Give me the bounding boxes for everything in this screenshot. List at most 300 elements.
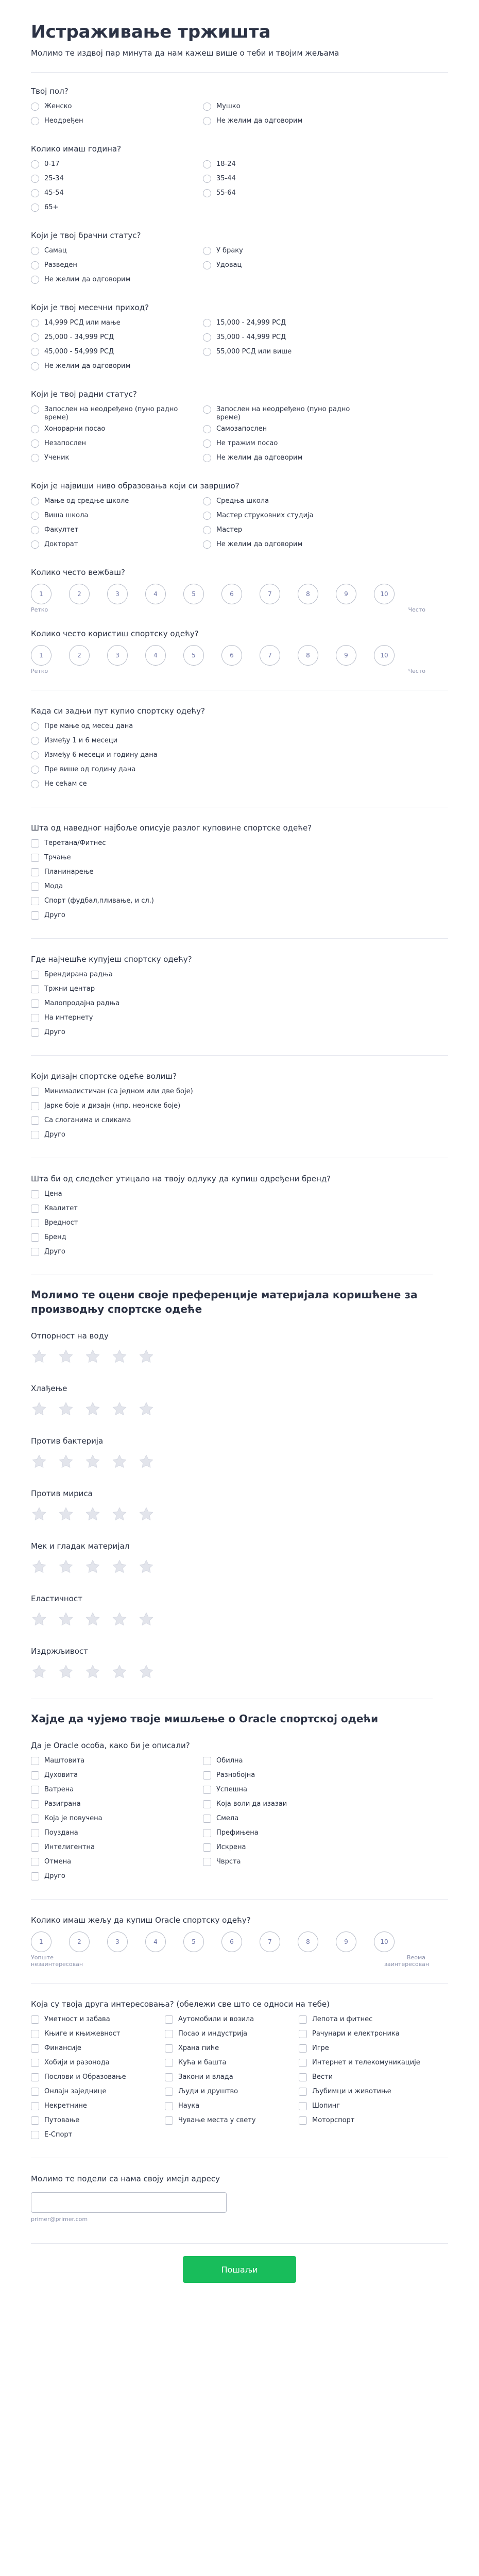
radio-input[interactable] bbox=[31, 526, 39, 534]
option-label: Мода bbox=[44, 883, 63, 890]
checkbox-option[interactable] bbox=[31, 1088, 247, 1099]
option-label: 35-44 bbox=[216, 175, 236, 182]
checkbox-input[interactable] bbox=[31, 971, 39, 979]
radio-input[interactable] bbox=[203, 247, 211, 255]
radio-input[interactable] bbox=[203, 319, 211, 327]
checkbox-input[interactable] bbox=[31, 1014, 39, 1022]
radio-option[interactable] bbox=[203, 103, 361, 114]
scale-option[interactable]: 4 bbox=[145, 1931, 166, 1952]
scale-option[interactable]: 3 bbox=[107, 645, 128, 666]
radio-input[interactable] bbox=[31, 160, 39, 168]
checkbox-option[interactable] bbox=[31, 1131, 247, 1142]
checkbox-option[interactable] bbox=[165, 2044, 288, 2056]
checkbox-option[interactable] bbox=[31, 854, 247, 865]
checkbox-option[interactable] bbox=[31, 1786, 189, 1797]
scale-option[interactable]: 5 bbox=[183, 584, 204, 604]
checkbox-option[interactable] bbox=[203, 1786, 361, 1797]
star-icon[interactable] bbox=[31, 1558, 47, 1575]
checkbox-input[interactable] bbox=[31, 1131, 39, 1139]
radio-input[interactable] bbox=[31, 425, 39, 433]
option-label: Успешна bbox=[216, 1786, 247, 1793]
checkbox-input[interactable] bbox=[31, 2073, 39, 2081]
checkbox-option[interactable] bbox=[31, 911, 247, 923]
scale-option[interactable]: 1 bbox=[31, 645, 52, 666]
checkbox-option[interactable] bbox=[31, 1190, 247, 1201]
radio-option[interactable] bbox=[203, 261, 361, 273]
checkbox-option[interactable] bbox=[299, 2030, 422, 2041]
radio-option[interactable] bbox=[31, 362, 189, 374]
radio-input[interactable] bbox=[203, 512, 211, 520]
star-icon[interactable] bbox=[111, 1401, 128, 1417]
star-icon[interactable] bbox=[84, 1348, 101, 1365]
radio-input[interactable] bbox=[31, 204, 39, 212]
checkbox-option[interactable] bbox=[31, 2102, 155, 2113]
radio-option[interactable] bbox=[31, 439, 189, 451]
radio-input[interactable] bbox=[203, 333, 211, 342]
star-icon[interactable] bbox=[138, 1558, 155, 1575]
radio-input[interactable] bbox=[31, 333, 39, 342]
submit-button[interactable]: Пошаљи bbox=[183, 2256, 296, 2283]
checkbox-input[interactable] bbox=[31, 2044, 39, 2053]
star-icon[interactable] bbox=[84, 1664, 101, 1680]
radio-input[interactable] bbox=[203, 425, 211, 433]
checkbox-option[interactable] bbox=[31, 897, 247, 908]
checkbox-input[interactable] bbox=[31, 1233, 39, 1242]
radio-input[interactable] bbox=[31, 454, 39, 462]
checkbox-input[interactable] bbox=[31, 1843, 39, 1852]
checkbox-input[interactable] bbox=[165, 2073, 173, 2081]
radio-input[interactable] bbox=[31, 117, 39, 125]
scale-option[interactable]: 10 bbox=[374, 584, 395, 604]
scale-option[interactable]: 6 bbox=[221, 645, 242, 666]
checkbox-input[interactable] bbox=[203, 1829, 211, 1837]
checkbox-option[interactable] bbox=[31, 1102, 247, 1113]
radio-option[interactable] bbox=[203, 497, 361, 509]
checkbox-input[interactable] bbox=[299, 2044, 307, 2053]
radio-option[interactable] bbox=[31, 117, 189, 128]
radio-option[interactable] bbox=[31, 454, 189, 465]
checkbox-input[interactable] bbox=[31, 2131, 39, 2139]
checkbox-option[interactable] bbox=[31, 1014, 247, 1025]
checkbox-option[interactable] bbox=[203, 1757, 361, 1768]
option-label: Поуздана bbox=[44, 1829, 78, 1837]
radio-option[interactable] bbox=[31, 780, 247, 791]
checkbox-input[interactable] bbox=[31, 2015, 39, 2024]
radio-option[interactable] bbox=[31, 333, 189, 345]
option-label: Онлајн заједнице bbox=[44, 2088, 107, 2095]
scale-option[interactable]: 8 bbox=[298, 1931, 318, 1952]
checkbox-option[interactable] bbox=[31, 1757, 189, 1768]
scale-option[interactable]: 7 bbox=[260, 1931, 280, 1952]
radio-option[interactable] bbox=[31, 512, 189, 523]
radio-option[interactable] bbox=[203, 117, 361, 128]
scale-option[interactable]: 10 bbox=[374, 645, 395, 666]
radio-input[interactable] bbox=[203, 348, 211, 356]
radio-option[interactable] bbox=[203, 189, 361, 200]
radio-option[interactable] bbox=[203, 175, 361, 186]
scale-option[interactable]: 7 bbox=[260, 584, 280, 604]
checkbox-option[interactable] bbox=[299, 2044, 422, 2056]
checkbox-input[interactable] bbox=[165, 2059, 173, 2067]
radio-input[interactable] bbox=[31, 175, 39, 183]
radio-input[interactable] bbox=[203, 497, 211, 505]
star-icon[interactable] bbox=[111, 1558, 128, 1575]
checkbox-option[interactable] bbox=[299, 2088, 422, 2099]
checkbox-option[interactable] bbox=[31, 2088, 155, 2099]
option-label: Чврста bbox=[216, 1858, 241, 1866]
checkbox-input[interactable] bbox=[31, 1116, 39, 1125]
option-label: Књиге и књижевност bbox=[44, 2030, 121, 2038]
option-label: Друго bbox=[44, 911, 65, 919]
checkbox-input[interactable] bbox=[31, 883, 39, 891]
checkbox-input[interactable] bbox=[31, 2116, 39, 2125]
star-icon[interactable] bbox=[58, 1664, 74, 1680]
checkbox-option[interactable] bbox=[203, 1815, 361, 1826]
radio-option[interactable] bbox=[31, 540, 189, 552]
checkbox-option[interactable] bbox=[203, 1829, 361, 1840]
scale-option[interactable]: 8 bbox=[298, 645, 318, 666]
radio-option[interactable] bbox=[31, 189, 189, 200]
radio-input[interactable] bbox=[203, 526, 211, 534]
radio-option[interactable] bbox=[31, 425, 189, 436]
checkbox-option[interactable] bbox=[31, 1771, 189, 1783]
radio-option[interactable] bbox=[31, 751, 247, 762]
star-icon[interactable] bbox=[84, 1558, 101, 1575]
checkbox-option[interactable] bbox=[31, 839, 247, 851]
checkbox-input[interactable] bbox=[299, 2030, 307, 2038]
checkbox-option[interactable] bbox=[31, 999, 247, 1011]
option-label: 35,000 - 44,999 РСД bbox=[216, 333, 286, 341]
scale-option[interactable]: 5 bbox=[183, 1931, 204, 1952]
radio-input[interactable] bbox=[31, 103, 39, 111]
radio-option[interactable] bbox=[31, 175, 189, 186]
radio-option[interactable] bbox=[31, 160, 189, 172]
radio-option[interactable] bbox=[203, 540, 361, 552]
scale-option[interactable]: 2 bbox=[69, 645, 90, 666]
checkbox-input[interactable] bbox=[31, 897, 39, 905]
checkbox-option[interactable] bbox=[31, 2030, 155, 2041]
star-rating bbox=[31, 1558, 448, 1575]
checkbox-option[interactable] bbox=[165, 2059, 288, 2070]
radio-input[interactable] bbox=[203, 540, 211, 549]
radio-input[interactable] bbox=[31, 362, 39, 370]
radio-option[interactable] bbox=[31, 247, 189, 258]
radio-input[interactable] bbox=[31, 348, 39, 356]
radio-input[interactable] bbox=[31, 780, 39, 788]
checkbox-option[interactable] bbox=[203, 1771, 361, 1783]
checkbox-option[interactable] bbox=[31, 868, 247, 879]
scale-option[interactable]: 9 bbox=[336, 645, 356, 666]
radio-option[interactable] bbox=[31, 261, 189, 273]
checkbox-option[interactable] bbox=[31, 2116, 155, 2128]
star-icon[interactable] bbox=[111, 1453, 128, 1470]
checkbox-input[interactable] bbox=[31, 1757, 39, 1765]
radio-option[interactable] bbox=[31, 204, 189, 215]
checkbox-input[interactable] bbox=[165, 2102, 173, 2110]
star-icon[interactable] bbox=[111, 1506, 128, 1522]
checkbox-input[interactable] bbox=[31, 1190, 39, 1198]
checkbox-input[interactable] bbox=[299, 2059, 307, 2067]
radio-input[interactable] bbox=[31, 540, 39, 549]
checkbox-input[interactable] bbox=[31, 2102, 39, 2110]
checkbox-option[interactable] bbox=[165, 2030, 288, 2041]
checkbox-input[interactable] bbox=[165, 2044, 173, 2053]
checkbox-option[interactable] bbox=[165, 2073, 288, 2084]
star-icon[interactable] bbox=[31, 1611, 47, 1628]
star-icon[interactable] bbox=[58, 1611, 74, 1628]
checkbox-option[interactable] bbox=[31, 1815, 189, 1826]
checkbox-input[interactable] bbox=[31, 2030, 39, 2038]
scale-option[interactable]: 9 bbox=[336, 584, 356, 604]
radio-input[interactable] bbox=[31, 766, 39, 774]
checkbox-option[interactable] bbox=[31, 985, 247, 996]
scale-option[interactable]: 10 bbox=[374, 1931, 395, 1952]
star-icon[interactable] bbox=[31, 1664, 47, 1680]
checkbox-option[interactable] bbox=[299, 2073, 422, 2084]
checkbox-input[interactable] bbox=[31, 1219, 39, 1227]
checkbox-option[interactable] bbox=[31, 1858, 189, 1869]
checkbox-input[interactable] bbox=[31, 868, 39, 876]
radio-input[interactable] bbox=[31, 722, 39, 731]
checkbox-option[interactable] bbox=[31, 1205, 247, 1216]
checkbox-option[interactable] bbox=[31, 1843, 189, 1855]
checkbox-option[interactable] bbox=[31, 1233, 247, 1245]
scale-option[interactable]: 3 bbox=[107, 1931, 128, 1952]
checkbox-input[interactable] bbox=[31, 1829, 39, 1837]
scale-option[interactable]: 1 bbox=[31, 1931, 52, 1952]
star-icon[interactable] bbox=[84, 1506, 101, 1522]
checkbox-option[interactable] bbox=[31, 2131, 155, 2142]
scale-options bbox=[31, 584, 448, 604]
options-group bbox=[31, 1757, 361, 1884]
radio-option[interactable] bbox=[203, 512, 361, 523]
checkbox-input[interactable] bbox=[31, 1248, 39, 1256]
checkbox-input[interactable] bbox=[31, 839, 39, 848]
radio-option[interactable] bbox=[31, 766, 247, 777]
checkbox-option[interactable] bbox=[299, 2015, 422, 2027]
scale-option[interactable]: 3 bbox=[107, 584, 128, 604]
radio-option[interactable] bbox=[203, 454, 361, 465]
checkbox-input[interactable] bbox=[31, 1771, 39, 1780]
option-label: 25,000 - 34,999 РСД bbox=[44, 333, 114, 341]
checkbox-option[interactable] bbox=[165, 2015, 288, 2027]
star-icon[interactable] bbox=[138, 1664, 155, 1680]
checkbox-option[interactable] bbox=[165, 2102, 288, 2113]
checkbox-input[interactable] bbox=[31, 999, 39, 1008]
star-icon[interactable] bbox=[138, 1401, 155, 1417]
scale-option[interactable]: 2 bbox=[69, 584, 90, 604]
checkbox-input[interactable] bbox=[203, 1815, 211, 1823]
checkbox-input[interactable] bbox=[203, 1843, 211, 1852]
radio-input[interactable] bbox=[203, 454, 211, 462]
star-icon[interactable] bbox=[31, 1401, 47, 1417]
checkbox-option[interactable] bbox=[299, 2116, 422, 2128]
radio-input[interactable] bbox=[203, 160, 211, 168]
checkbox-option[interactable] bbox=[31, 2073, 155, 2084]
checkbox-option[interactable] bbox=[299, 2102, 422, 2113]
checkbox-input[interactable] bbox=[203, 1771, 211, 1780]
radio-input[interactable] bbox=[203, 103, 211, 111]
checkbox-input[interactable] bbox=[203, 1858, 211, 1866]
star-icon[interactable] bbox=[31, 1506, 47, 1522]
options-group bbox=[31, 839, 247, 923]
star-icon[interactable] bbox=[58, 1401, 74, 1417]
radio-input[interactable] bbox=[203, 189, 211, 197]
radio-input[interactable] bbox=[31, 247, 39, 255]
radio-input[interactable] bbox=[31, 276, 39, 284]
checkbox-input[interactable] bbox=[31, 985, 39, 993]
checkbox-option[interactable] bbox=[31, 2044, 155, 2056]
scale-option[interactable]: 4 bbox=[145, 584, 166, 604]
scale-option[interactable]: 9 bbox=[336, 1931, 356, 1952]
radio-option[interactable] bbox=[203, 247, 361, 258]
radio-input[interactable] bbox=[31, 405, 39, 414]
radio-option[interactable] bbox=[203, 160, 361, 172]
scale-option[interactable]: 2 bbox=[69, 1931, 90, 1952]
radio-input[interactable] bbox=[31, 261, 39, 269]
radio-option[interactable] bbox=[31, 319, 189, 330]
radio-input[interactable] bbox=[31, 497, 39, 505]
star-icon[interactable] bbox=[111, 1348, 128, 1365]
checkbox-option[interactable] bbox=[165, 2116, 288, 2128]
checkbox-input[interactable] bbox=[299, 2102, 307, 2110]
radio-option[interactable] bbox=[203, 348, 361, 359]
scale-option[interactable]: 7 bbox=[260, 645, 280, 666]
checkbox-input[interactable] bbox=[31, 1088, 39, 1096]
star-icon[interactable] bbox=[138, 1506, 155, 1522]
scale-option[interactable]: 5 bbox=[183, 645, 204, 666]
radio-option[interactable] bbox=[31, 526, 189, 537]
option-label: Цена bbox=[44, 1190, 62, 1198]
star-icon[interactable] bbox=[58, 1558, 74, 1575]
option-label: Мастер bbox=[216, 526, 243, 534]
checkbox-input[interactable] bbox=[165, 2015, 173, 2024]
radio-option[interactable] bbox=[31, 276, 189, 287]
star-icon[interactable] bbox=[84, 1401, 101, 1417]
checkbox-option[interactable] bbox=[203, 1843, 361, 1855]
star-icon[interactable] bbox=[84, 1611, 101, 1628]
checkbox-option[interactable] bbox=[203, 1800, 361, 1811]
checkbox-input[interactable] bbox=[299, 2116, 307, 2125]
checkbox-input[interactable] bbox=[31, 1858, 39, 1866]
rating-label: Хлађење bbox=[31, 1384, 67, 1393]
star-icon[interactable] bbox=[58, 1506, 74, 1522]
checkbox-input[interactable] bbox=[31, 1102, 39, 1110]
star-icon[interactable] bbox=[58, 1453, 74, 1470]
checkbox-option[interactable] bbox=[31, 1028, 247, 1040]
checkbox-input[interactable] bbox=[299, 2073, 307, 2081]
radio-option[interactable] bbox=[31, 103, 189, 114]
checkbox-option[interactable] bbox=[31, 2059, 155, 2070]
star-icon[interactable] bbox=[31, 1453, 47, 1470]
option-label: Посао и индустрија bbox=[178, 2030, 248, 2038]
checkbox-input[interactable] bbox=[31, 1872, 39, 1880]
checkbox-option[interactable] bbox=[31, 1800, 189, 1811]
checkbox-input[interactable] bbox=[31, 1800, 39, 1808]
radio-input[interactable] bbox=[31, 319, 39, 327]
checkbox-input[interactable] bbox=[31, 854, 39, 862]
checkbox-input[interactable] bbox=[31, 1205, 39, 1213]
checkbox-option[interactable] bbox=[31, 1116, 247, 1128]
submit-area bbox=[31, 2243, 448, 2283]
star-icon[interactable] bbox=[84, 1453, 101, 1470]
checkbox-input[interactable] bbox=[299, 2015, 307, 2024]
checkbox-input[interactable] bbox=[165, 2030, 173, 2038]
rating-label: Мек и гладак материјал bbox=[31, 1541, 130, 1551]
star-icon[interactable] bbox=[138, 1453, 155, 1470]
scale-option[interactable]: 6 bbox=[221, 1931, 242, 1952]
option-label: Љубимци и животиње bbox=[312, 2088, 391, 2095]
star-icon[interactable] bbox=[138, 1348, 155, 1365]
email-field[interactable] bbox=[31, 2192, 227, 2213]
radio-option[interactable] bbox=[31, 722, 247, 734]
radio-option[interactable] bbox=[31, 405, 189, 422]
radio-option[interactable] bbox=[203, 526, 361, 537]
radio-input[interactable] bbox=[203, 405, 211, 414]
radio-option[interactable] bbox=[203, 333, 361, 345]
radio-option[interactable] bbox=[31, 497, 189, 509]
checkbox-input[interactable] bbox=[31, 911, 39, 920]
scale-option[interactable]: 4 bbox=[145, 645, 166, 666]
checkbox-input[interactable] bbox=[203, 1800, 211, 1808]
star-icon[interactable] bbox=[31, 1348, 47, 1365]
radio-input[interactable] bbox=[203, 175, 211, 183]
checkbox-option[interactable] bbox=[31, 1829, 189, 1840]
checkbox-option[interactable] bbox=[165, 2088, 288, 2099]
checkbox-option[interactable] bbox=[31, 1219, 247, 1230]
checkbox-option[interactable] bbox=[31, 1872, 189, 1884]
checkbox-input[interactable] bbox=[31, 1815, 39, 1823]
radio-option[interactable] bbox=[203, 405, 361, 422]
star-icon[interactable] bbox=[111, 1611, 128, 1628]
checkbox-input[interactable] bbox=[31, 1786, 39, 1794]
checkbox-input[interactable] bbox=[165, 2088, 173, 2096]
checkbox-input[interactable] bbox=[203, 1757, 211, 1765]
radio-input[interactable] bbox=[203, 261, 211, 269]
checkbox-option[interactable] bbox=[31, 1248, 247, 1259]
checkbox-input[interactable] bbox=[31, 1028, 39, 1037]
radio-input[interactable] bbox=[31, 439, 39, 448]
radio-input[interactable] bbox=[31, 737, 39, 745]
radio-option[interactable] bbox=[31, 348, 189, 359]
star-icon[interactable] bbox=[138, 1611, 155, 1628]
star-icon[interactable] bbox=[111, 1664, 128, 1680]
radio-input[interactable] bbox=[31, 189, 39, 197]
checkbox-input[interactable] bbox=[203, 1786, 211, 1794]
checkbox-input[interactable] bbox=[165, 2116, 173, 2125]
checkbox-option[interactable] bbox=[31, 883, 247, 894]
checkbox-input[interactable] bbox=[31, 2088, 39, 2096]
radio-option[interactable] bbox=[203, 425, 361, 436]
checkbox-option[interactable] bbox=[31, 971, 247, 982]
radio-input[interactable] bbox=[31, 751, 39, 759]
checkbox-input[interactable] bbox=[31, 2059, 39, 2067]
star-icon[interactable] bbox=[58, 1348, 74, 1365]
scale-option[interactable]: 6 bbox=[221, 584, 242, 604]
radio-option[interactable] bbox=[31, 737, 247, 748]
checkbox-option[interactable] bbox=[31, 2015, 155, 2027]
checkbox-option[interactable] bbox=[299, 2059, 422, 2070]
scale-option[interactable]: 8 bbox=[298, 584, 318, 604]
checkbox-option[interactable] bbox=[203, 1858, 361, 1869]
scale-option[interactable]: 1 bbox=[31, 584, 52, 604]
radio-option[interactable] bbox=[203, 319, 361, 330]
radio-input[interactable] bbox=[31, 512, 39, 520]
radio-input[interactable] bbox=[203, 439, 211, 448]
radio-input[interactable] bbox=[203, 117, 211, 125]
radio-option[interactable] bbox=[203, 439, 361, 451]
checkbox-input[interactable] bbox=[299, 2088, 307, 2096]
